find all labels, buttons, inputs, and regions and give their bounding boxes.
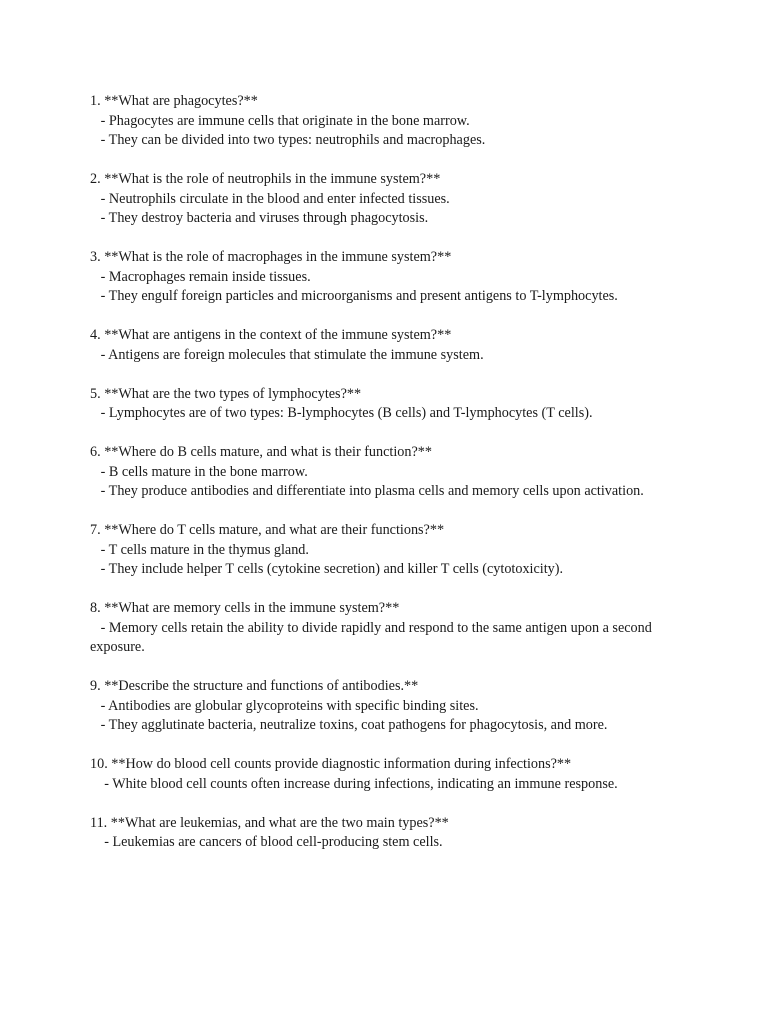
qa-item-5 (90, 385, 690, 424)
answer-text: - They engulf foreign particles and microorganisms and present antigens to T-lymphocytes. (90, 288, 618, 304)
qa-item-6 (90, 443, 690, 502)
question-text: 8. **What are memory cells in the immune system?** (90, 600, 400, 616)
answer-text: - They produce antibodies and differentiate into plasma cells and memory cells upon activation. (90, 483, 644, 499)
question-text: 7. **Where do T cells mature, and what are their functions?** (90, 522, 445, 538)
qa-item-1 (90, 92, 690, 151)
answer-text: - B cells mature in the bone marrow. (90, 463, 308, 480)
answer-text: - They destroy bacteria and viruses through phagocytosis. (90, 210, 429, 226)
answer-text: - Macrophages remain inside tissues. (90, 268, 311, 285)
answer-text: - They can be divided into two types: neutrophils and macrophages. (90, 132, 486, 148)
answer-text: - Phagocytes are immune cells that originate in the bone marrow. (90, 112, 470, 129)
answer-text: - Lymphocytes are of two types: B-lymphocytes (B cells) and T-lymphocytes (T cells). (90, 405, 593, 421)
question-text: 5. **What are the two types of lymphocytes?** (90, 385, 362, 402)
question-text: 11. **What are leukemias, and what are the two main types?** (90, 814, 449, 831)
qa-item-3 (90, 248, 690, 307)
question-text: 2. **What is the role of neutrophils in the immune system?** (90, 171, 441, 187)
answer-text: - White blood cell counts often increase during infections, indicating an immune response. (90, 775, 618, 792)
qa-item-11 (90, 814, 690, 853)
document-page (90, 92, 690, 872)
answer-text: - T cells mature in the thymus gland. (90, 541, 309, 558)
qa-item-9 (90, 677, 690, 736)
question-text: 9. **Describe the structure and functions of antibodies.** (90, 678, 419, 694)
qa-item-7 (90, 521, 690, 580)
qa-item-8 (90, 599, 690, 658)
answer-text: - Memory cells retain the ability to divide rapidly and respond to the same antigen upon a second exposure. (90, 619, 656, 655)
question-text: 3. **What is the role of macrophages in the immune system?** (90, 249, 452, 265)
answer-text: - They agglutinate bacteria, neutralize toxins, coat pathogens for phagocytosis, and more. (90, 717, 608, 733)
question-text: 10. **How do blood cell counts provide diagnostic information during infections?** (90, 756, 572, 772)
qa-item-2 (90, 170, 690, 229)
qa-item-10 (90, 755, 690, 794)
answer-text: - Leukemias are cancers of blood cell-producing stem cells. (90, 834, 443, 850)
answer-text: - Antigens are foreign molecules that stimulate the immune system. (90, 346, 484, 363)
answer-text: - They include helper T cells (cytokine secretion) and killer T cells (cytotoxicity). (90, 561, 564, 577)
question-text: 6. **Where do B cells mature, and what is their function?** (90, 444, 432, 460)
question-text: 4. **What are antigens in the context of the immune system?** (90, 327, 452, 343)
answer-text: - Antibodies are globular glycoproteins with specific binding sites. (90, 697, 479, 714)
qa-item-4 (90, 326, 690, 365)
answer-text: - Neutrophils circulate in the blood and enter infected tissues. (90, 190, 450, 207)
question-text: 1. **What are phagocytes?** (90, 93, 258, 109)
